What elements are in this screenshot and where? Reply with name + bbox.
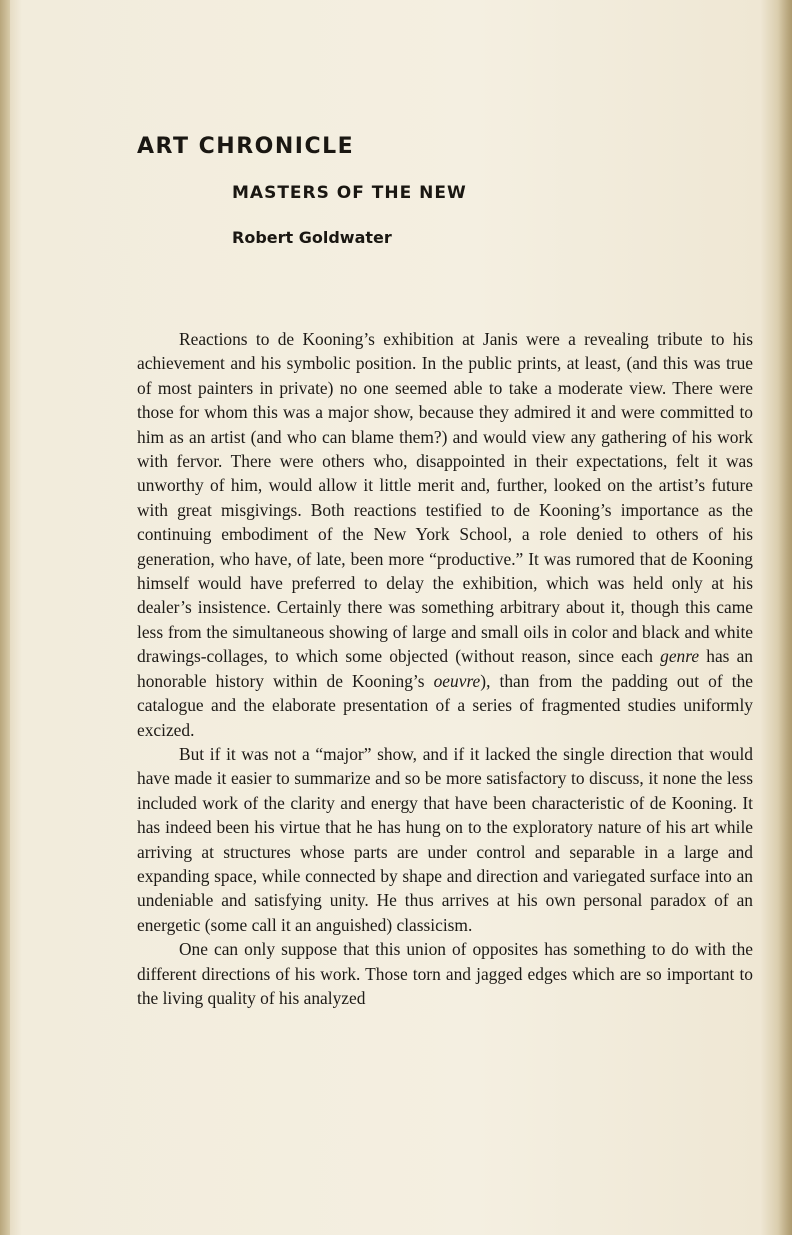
article-title: MASTERS OF THE NEW xyxy=(232,183,467,203)
page-edge-shadow xyxy=(778,0,792,1235)
italic-genre: genre xyxy=(660,646,700,667)
paragraph-1-part-b: has an honorable history within de Kooning’s xyxy=(137,646,753,691)
paragraph-3: One can only suppose that this union of opposites has something to do with the different directions of his work. Those torn and jagged edges which are so important to the living quality of his analyzed xyxy=(137,939,753,1008)
article-author: Robert Goldwater xyxy=(232,228,392,247)
section-heading: ART CHRONICLE xyxy=(137,134,355,159)
paragraph-1-part-a: Reactions to de Kooning’s exhibition at Janis were a revealing tribute to his achievement and his symbolic position. In the public prints, at least, (and this was true of most painters in private) no one seemed able to take a moderate view. There were those for whom this was a major show, because they admired it and were committed to him as an artist (and who can blame them?) and would view any gathering of his work with fervor. There were others who, disappointed in their expectations, felt it was unworthy of him, would allow it little merit and, further, looked on the artist’s future with great misgivings. Both reactions testified to de Kooning’s importance as the continuing embodiment of the New York School, a role denied to others of his generation, who have, of late, been more “productive.” It was rumored that de Kooning himself would have preferred to delay the exhibition, which was held only at his dealer’s insistence. Certainly there was something arbitrary about it, though this came less from the simultaneous showing of large and small oils in color and black and white drawings-collages, to which some objected (without reason, since each xyxy=(137,329,753,667)
paragraph-1 xyxy=(137,327,753,742)
paragraph-2: But if it was not a “major” show, and if it lacked the single direction that would have made it easier to summarize and so be more satisfactory to discuss, it none the less included work of the clarity and energy that have been characteristic of de Kooning. It has indeed been his virtue that he has hung on to the exploratory nature of his art while arriving at structures whose parts are under control and separable in a large and expanding space, while connected by shape and direction and variegated surface into an undeniable and satisfying unity. He thus arrives at his own personal paradox of an energetic (some call it an anguished) classicism. xyxy=(137,743,753,935)
article-body xyxy=(137,327,753,1010)
paragraph-1-part-c: ), than from the padding out of the catalogue and the elaborate presentation of a series of fragmented studies uniformly excized. xyxy=(137,670,753,740)
book-spine-shadow xyxy=(0,0,10,1235)
italic-oeuvre: oeuvre xyxy=(433,670,481,691)
